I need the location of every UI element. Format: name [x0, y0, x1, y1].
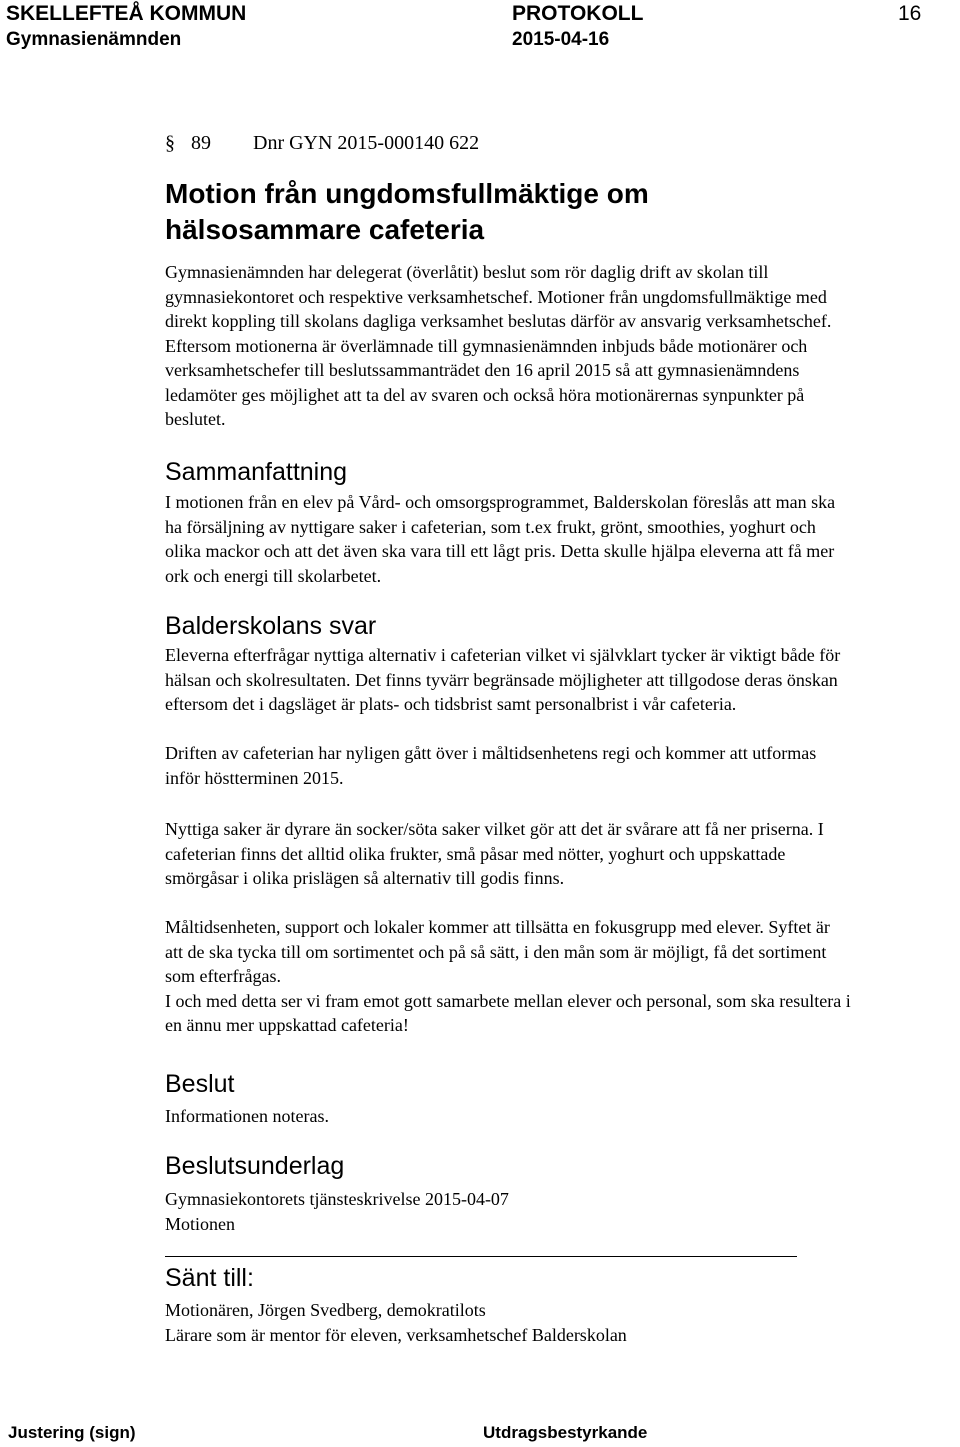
- answer-line: att de ska tycka till om sortimentet och på så sätt, i den mån som är möjligt, få det sortiment: [165, 941, 827, 962]
- answer-line: Måltidsenheten, support och lokaler kommer att tillsätta en fokusgrupp med elever. Syftet är: [165, 917, 830, 937]
- paragraph-mark: §: [165, 132, 175, 154]
- answer-paragraph-2: [165, 741, 957, 790]
- answer-line: Driften av cafeterian har nyligen gått över i måltidsenhetens regi och kommer att utformas: [165, 743, 817, 763]
- answer-line: Eleverna efterfrågar nyttiga alternativ i cafeterian vilket vi självklart tycker är viktigt både för: [165, 645, 841, 665]
- answer-line: smörgåsar i olika prislägen så alternativ till godis finns.: [165, 868, 565, 888]
- answer-paragraph-4: [165, 915, 957, 1038]
- answer-heading: Balderskolans svar: [165, 612, 377, 640]
- basis-item: Gymnasiekontorets tjänsteskrivelse 2015-04-07: [165, 1189, 509, 1209]
- municipality-name: SKELLEFTEÅ KOMMUN: [6, 2, 247, 25]
- footer-justering: Justering (sign): [8, 1423, 136, 1442]
- answer-line: cafeterian finns det alltid olika frukter, små påsar med nötter, yoghurt och uppskattade: [165, 843, 786, 864]
- summary-line: I motionen från en elev på Vård- och omsorgsprogrammet, Balderskolan föreslås att man ska: [165, 492, 836, 512]
- intro-line: Gymnasienämnden har delegerat (överlåtit) beslut som rör daglig drift av skolan till: [165, 262, 769, 282]
- intro-line: verksamhetschefer till beslutssammanträdet den 16 april 2015 så att gymnasienämndens: [165, 360, 800, 380]
- intro-line: Eftersom motionerna är överlämnade till gymnasienämnden inbjuds både motionärer och: [165, 335, 808, 356]
- basis-item: Motionen: [165, 1213, 235, 1234]
- answer-line: eftersom det i dagsläget är plats- och tidsbrist samt personalbrist i vår cafeteria.: [165, 694, 737, 714]
- title-line: Motion från ungdomsfullmäktige om: [165, 178, 649, 209]
- section-number: 89: [191, 132, 211, 154]
- answer-line: I och med detta ser vi fram emot gott samarbete mellan elever och personal, som ska resultera i: [165, 990, 851, 1011]
- answer-line: en ännu mer uppskattad cafeteria!: [165, 1015, 409, 1035]
- section-line: [165, 130, 479, 156]
- intro-line: ledamöter ges möjlighet att ta del av svaren och också höra motionärernas synpunkter på: [165, 384, 805, 405]
- decision-heading: Beslut: [165, 1070, 235, 1098]
- page-title: [165, 176, 649, 248]
- sent-to-item: Motionären, Jörgen Svedberg, demokratilots: [165, 1300, 486, 1320]
- basis-list: [165, 1187, 957, 1236]
- intro-line: beslutet.: [165, 409, 226, 429]
- basis-heading: Beslutsunderlag: [165, 1152, 345, 1180]
- summary-heading: Sammanfattning: [165, 458, 348, 486]
- answer-paragraph-1: [165, 643, 957, 717]
- dnr: Dnr GYN 2015-000140 622: [253, 132, 480, 154]
- intro-line: gymnasiekontoret och respektive verksamhetschef. Motioner från ungdomsfullmäktige med: [165, 286, 827, 307]
- answer-paragraph-3: [165, 817, 957, 891]
- summary-line: ha försäljning av nyttigare saker i cafeterian, som t.ex frukt, grönt, smoothies, yoghurt och: [165, 516, 816, 537]
- footer-utdragsbestyrkande: Utdragsbestyrkande: [483, 1423, 648, 1442]
- summary-line: olika mackor och att det även ska vara till ett lågt pris. Detta skulle hjälpa eleverna att få mer: [165, 541, 835, 561]
- divider: [165, 1256, 797, 1257]
- decision-text: Informationen noteras.: [165, 1106, 329, 1126]
- answer-line: hälsan och skolresultaten. Det finns tyvärr begränsade möjligheter att tillgodose deras önskan: [165, 669, 838, 690]
- answer-line: som efterfrågas.: [165, 966, 281, 986]
- protocol-date: 2015-04-16: [512, 29, 610, 50]
- answer-line: Nyttiga saker är dyrare än socker/söta saker vilket gör att det är svårare att få ner priserna. I: [165, 819, 824, 839]
- summary-line: ork och energi till skolarbetet.: [165, 565, 382, 586]
- page-number: 16: [898, 2, 922, 25]
- intro-line: direkt koppling till skolans dagliga verksamhet beslutas därför av ansvarig verksamhetschef.: [165, 311, 832, 331]
- doc-type: PROTOKOLL: [512, 2, 644, 25]
- answer-line: inför höstterminen 2015.: [165, 767, 344, 788]
- sent-to-list: [165, 1298, 957, 1347]
- intro-paragraph: [165, 260, 957, 432]
- summary-paragraph: [165, 490, 957, 588]
- sent-to-item: Lärare som är mentor för eleven, verksamhetschef Balderskolan: [165, 1324, 627, 1345]
- title-line: hälsosammare cafeteria: [165, 214, 485, 245]
- sent-to-heading: Sänt till:: [165, 1264, 254, 1292]
- committee-name: Gymnasienämnden: [6, 29, 182, 50]
